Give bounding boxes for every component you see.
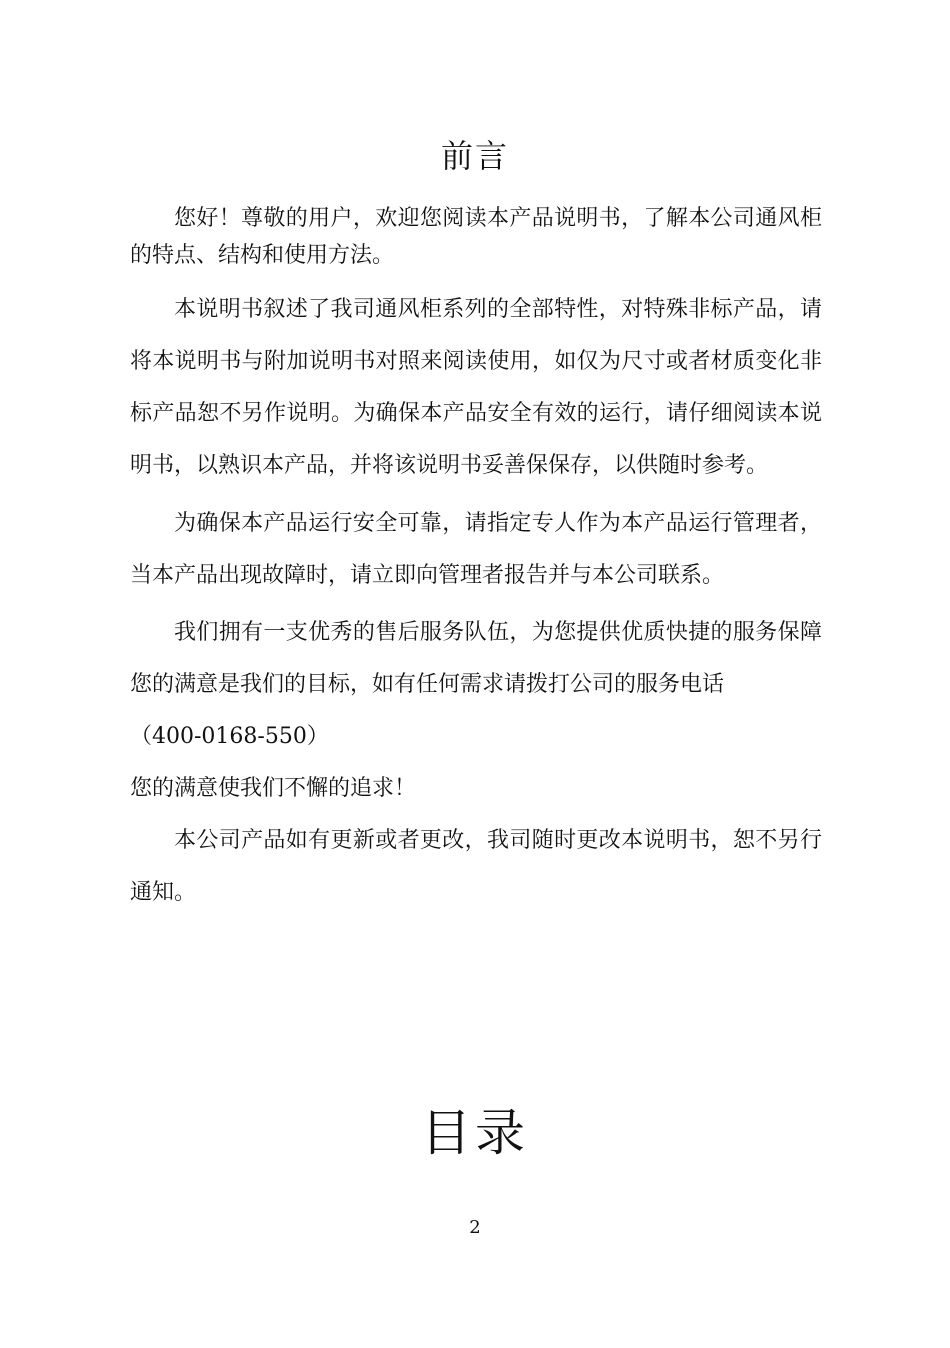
page-number: 2 [469, 1217, 481, 1238]
service-text: 我们拥有一支优秀的售后服务队伍，为您提供优质快捷的服务保障您的满意是我们的目标，如有任何需求请拨打公司的服务电话 [130, 620, 822, 697]
preface-paragraph-updates: 本公司产品如有更新或者更改，我司随时更改本说明书，恕不另行通知。 [130, 828, 822, 905]
toc-title: 目录 [421, 1104, 529, 1162]
preface-paragraph-scope: 本说明书叙述了我司通风柜系列的全部特性，对特殊非标产品，请将本说明书与附加说明书对照来阅读使用，如仅为尺寸或者材质变化非标产品恕不另作说明。为确保本产品安全有效的运行，请仔细阅读本说明书，以熟识本产品，并将该说明书妥善保保存，以供随时参考。 [130, 297, 822, 478]
preface-title: 前言 [440, 137, 509, 175]
preface-body [130, 200, 822, 919]
preface-paragraph-safety: 为确保本产品运行安全可靠，请指定专人作为本产品运行管理者，当本产品出现故障时，请立即向管理者报告并与本公司联系。 [130, 511, 822, 588]
service-phone: （400-0168-550） [130, 724, 329, 749]
preface-paragraph-greeting: 您好！尊敬的用户，欢迎您阅读本产品说明书，了解本公司通风柜的特点、结构和使用方法。 [130, 206, 822, 268]
preface-paragraph-service [130, 607, 822, 763]
preface-paragraph-satisfaction: 您的满意使我们不懈的追求！ [130, 776, 417, 801]
